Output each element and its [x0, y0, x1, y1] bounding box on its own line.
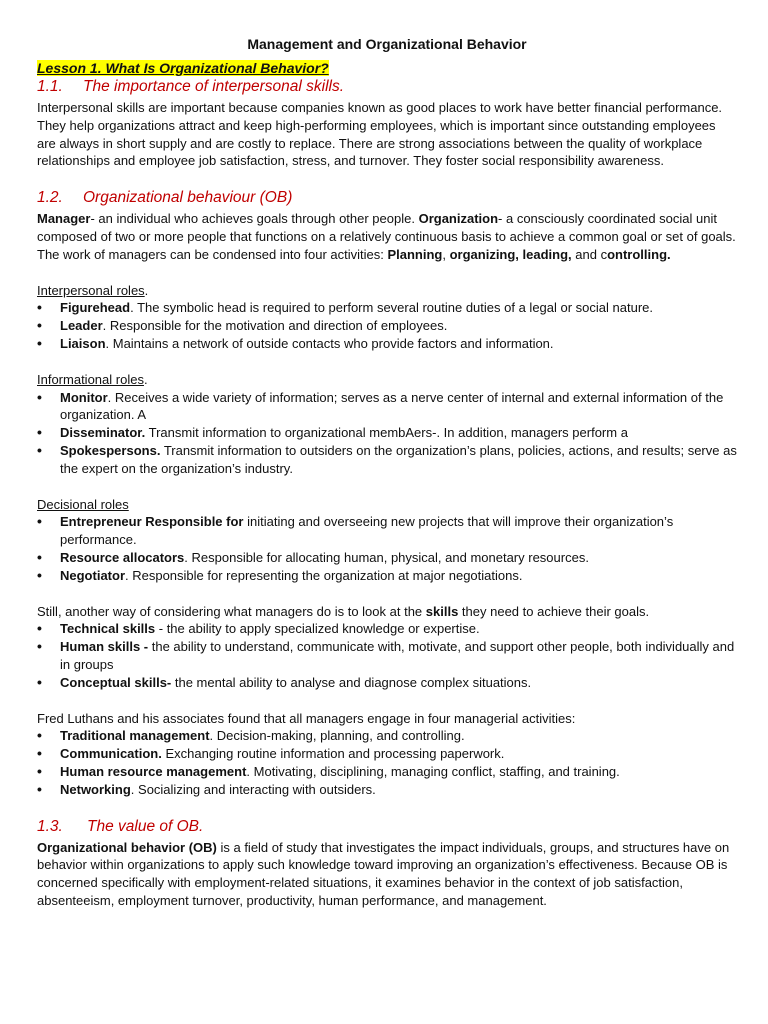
manager-definition: - an individual who achieves goals through other people. — [90, 211, 419, 227]
item-desc: . Receives a wide variety of information; serves as a nerve center of internal and external information of the organization. A — [60, 389, 724, 423]
item-term: Technical skills — [60, 621, 156, 637]
section-heading-1-3 — [37, 817, 737, 837]
lesson-heading — [37, 59, 737, 77]
document-title: Management and Organizational Behavior — [247, 36, 527, 52]
item-desc: . Motivating, disciplining, managing conflict, staffing, and training. — [246, 763, 620, 779]
document-page — [37, 34, 737, 910]
item-term: Monitor — [60, 389, 108, 405]
section-1-3-paragraph — [37, 839, 737, 910]
term-ob: Organizational behavior (OB) — [37, 839, 217, 855]
list-item — [37, 781, 737, 799]
list-item — [37, 674, 737, 692]
and-text: and c — [571, 246, 608, 262]
interpersonal-roles-list — [37, 299, 737, 352]
lesson-title: Lesson 1. What Is Organizational Behavior? — [37, 60, 329, 76]
item-term: Networking — [60, 781, 131, 797]
organization-definition: - a consciously coordinated social unit composed of two or more people that functions on a relatively continuous basis to achieve a common goal or set of goals. The work of managers can be condensed into four activities: — [37, 211, 736, 262]
list-item — [37, 638, 737, 674]
list-item — [37, 389, 737, 425]
heading-text: Interpersonal roles — [37, 282, 145, 298]
section-title: Organizational behaviour (OB) — [83, 189, 293, 207]
item-desc: . Responsible for the motivation and direction of employees. — [102, 318, 448, 334]
informational-roles-heading — [37, 371, 737, 389]
item-term: Figurehead — [60, 300, 131, 316]
intro-text: Still, another way of considering what managers do is to look at the — [37, 603, 426, 619]
item-term: Traditional management — [60, 728, 210, 744]
item-term: Negotiator — [60, 567, 125, 583]
item-desc: . The symbolic head is required to perform several routine duties of a legal or social nature. — [130, 300, 653, 316]
item-term: Human resource management — [60, 763, 247, 779]
item-desc: . Maintains a network of outside contacts who provide factors and information. — [105, 335, 554, 351]
section-number: 1.2. — [37, 189, 63, 207]
section-heading-1-2 — [37, 188, 737, 208]
item-term: Entrepreneur Responsible for — [60, 514, 244, 530]
item-desc: Transmit information to organizational membAers-. In addition, managers perform a — [145, 425, 628, 441]
list-item — [37, 335, 737, 353]
item-term: Disseminator. — [60, 425, 146, 441]
section-number: 1.1. — [37, 78, 63, 95]
item-term: Resource allocators — [60, 549, 185, 565]
activity-controlling: ontrolling. — [607, 246, 671, 262]
item-desc: - the ability to apply specialized knowledge or expertise. — [155, 621, 480, 637]
decisional-roles-heading — [37, 496, 737, 514]
item-desc: the mental ability to analyse and diagnose complex situations. — [171, 674, 532, 690]
list-item — [37, 620, 737, 638]
skills-intro — [37, 603, 737, 621]
heading-dot: . — [144, 282, 149, 298]
list-item — [37, 567, 737, 585]
term-organization: Organization — [418, 211, 499, 227]
interpersonal-roles-heading — [37, 282, 737, 300]
heading-dot: . — [143, 371, 148, 387]
ob-definition: is a field of study that investigates the impact individuals, groups, and structures have on behavior within organizations to apply such knowledge toward improving an organization’s effectiveness. Because OB is concerned specifically with employment-related situations, it examines behavior in the context of job satisfaction, absenteeism, employment turnover, productivity, human performance, and management. — [37, 839, 730, 908]
section-title: The value of OB. — [87, 817, 204, 835]
item-term: Liaison — [60, 335, 106, 351]
intro-bold: skills — [425, 603, 459, 619]
heading-text: Decisional roles — [37, 496, 129, 512]
item-term: Human skills - — [60, 639, 149, 655]
list-item — [37, 317, 737, 335]
item-term: Leader — [60, 318, 103, 334]
item-desc: . Responsible for allocating human, physical, and monetary resources. — [184, 549, 589, 565]
managerial-activities-list — [37, 727, 737, 798]
item-desc: . Socializing and interacting with outsiders. — [130, 781, 376, 797]
luthans-intro: Fred Luthans and his associates found that all managers engage in four managerial activities: — [37, 710, 576, 726]
item-desc: initiating and overseeing new projects that will improve their organization’s performance. — [60, 514, 674, 548]
item-desc: . Responsible for representing the organization at major negotiations. — [125, 567, 523, 583]
term-manager: Manager — [37, 211, 91, 227]
section-title: The importance of interpersonal skills. — [83, 78, 345, 95]
activities-organizing-leading: organizing, leading, — [449, 246, 572, 262]
item-desc: Exchanging routine information and processing paperwork. — [161, 746, 505, 762]
section-1-2-paragraph — [37, 210, 737, 263]
list-item — [37, 442, 737, 478]
section-number: 1.3. — [37, 817, 63, 835]
item-term: Conceptual skills- — [60, 674, 172, 690]
section-1-1-paragraph: Interpersonal skills are important because companies known as good places to work have better financial performance. They help organizations attract and keep high-performing employees, which is important since outstanding employees are always in short supply and are costly to replace. There are strong associations between the quality of workplace relationships and employee job satisfaction, stress, and turnover. They foster social responsibility awareness. — [37, 100, 723, 169]
skills-list — [37, 620, 737, 691]
section-heading-1-1 — [37, 77, 737, 97]
list-item — [37, 727, 737, 745]
item-term: Spokespersons. — [60, 442, 161, 458]
decisional-roles-list — [37, 513, 737, 584]
list-item — [37, 513, 737, 549]
item-desc: . Decision-making, planning, and controlling. — [209, 728, 465, 744]
list-item — [37, 549, 737, 567]
item-term: Communication. — [60, 746, 162, 762]
list-item — [37, 763, 737, 781]
list-item — [37, 424, 737, 442]
separator: , — [442, 246, 450, 262]
item-desc: Transmit information to outsiders on the organization’s plans, policies, actions, and results; serve as the expert on the organization’s industry. — [60, 442, 737, 476]
activity-planning: Planning — [387, 246, 443, 262]
list-item — [37, 745, 737, 763]
item-desc: the ability to understand, communicate with, motivate, and support other people, both individually and in groups — [60, 639, 735, 672]
heading-text: Informational roles — [37, 371, 144, 387]
intro-text-end: they need to achieve their goals. — [458, 603, 650, 619]
informational-roles-list — [37, 389, 737, 478]
list-item — [37, 299, 737, 317]
